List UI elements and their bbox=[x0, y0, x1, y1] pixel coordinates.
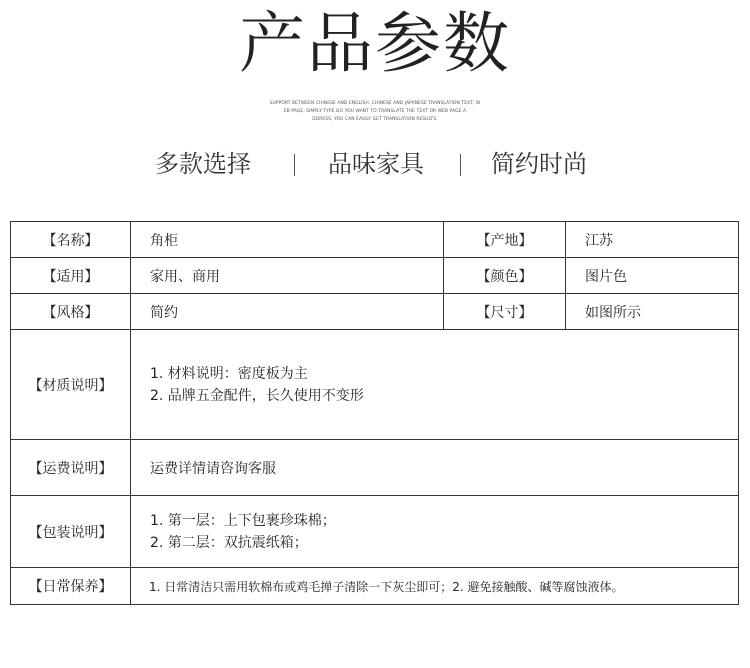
param-value: 运费详情请咨询客服 bbox=[131, 440, 739, 496]
param-value: 家用、商用 bbox=[131, 258, 444, 294]
slogan-item: 多款选择 bbox=[155, 150, 251, 178]
fine-print bbox=[240, 100, 510, 125]
param-value-line: 1. 第一层：上下包裹珍珠棉； bbox=[150, 512, 336, 529]
table-row bbox=[11, 568, 739, 605]
param-value bbox=[131, 330, 739, 440]
slogan-divider bbox=[294, 154, 295, 176]
param-label: 【材质说明】 bbox=[11, 330, 131, 440]
param-label: 【风格】 bbox=[11, 294, 131, 330]
param-value: 图片色 bbox=[566, 258, 739, 294]
param-value-line: 2. 品牌五金配件，长久使用不变形 bbox=[150, 387, 364, 404]
table-row bbox=[11, 258, 739, 294]
param-value: 1. 日常清洁只需用软棉布或鸡毛掸子清除一下灰尘即可；2. 避免接触酸、碱等腐蚀液体。 bbox=[131, 568, 739, 605]
param-label: 【包装说明】 bbox=[11, 496, 131, 568]
fine-print-line: EB PAGE, SIMPLY TYPE DO YOU WANT TO TRANSLATE THE TEXT OR WEB PAGE A bbox=[283, 109, 467, 115]
table-row bbox=[11, 222, 739, 258]
slogan-divider bbox=[460, 154, 461, 176]
product-parameters-table bbox=[10, 221, 739, 605]
table-row bbox=[11, 294, 739, 330]
param-label: 【颜色】 bbox=[444, 258, 566, 294]
param-value bbox=[131, 496, 739, 568]
param-value: 简约 bbox=[131, 294, 444, 330]
slogan-item: 品味家具 bbox=[328, 150, 424, 178]
fine-print-line: SUPPORT BETWEEN CHINESE AND ENGLISH, CHINESE AND JAPANESE TRANSLATION TEXT, W bbox=[269, 101, 481, 106]
table-row bbox=[11, 440, 739, 496]
param-label: 【日常保养】 bbox=[11, 568, 131, 605]
param-value: 如图所示 bbox=[566, 294, 739, 330]
slogan-bar bbox=[0, 140, 750, 188]
param-value: 角柜 bbox=[131, 222, 444, 258]
page-title: 产品参数 bbox=[239, 5, 511, 82]
param-label: 【名称】 bbox=[11, 222, 131, 258]
table-row bbox=[11, 496, 739, 568]
fine-print-line: DDRESS, YOU CAN EASILY GET TRANSLATION RESULTS. bbox=[312, 117, 438, 123]
param-label: 【适用】 bbox=[11, 258, 131, 294]
table-row bbox=[11, 330, 739, 440]
param-label: 【产地】 bbox=[444, 222, 566, 258]
param-value-line: 1. 材料说明：密度板为主 bbox=[150, 365, 308, 382]
param-value: 江苏 bbox=[566, 222, 739, 258]
slogan-item: 简约时尚 bbox=[491, 150, 587, 178]
param-label: 【运费说明】 bbox=[11, 440, 131, 496]
param-label: 【尺寸】 bbox=[444, 294, 566, 330]
param-value-line: 2. 第二层：双抗震纸箱； bbox=[150, 534, 308, 551]
